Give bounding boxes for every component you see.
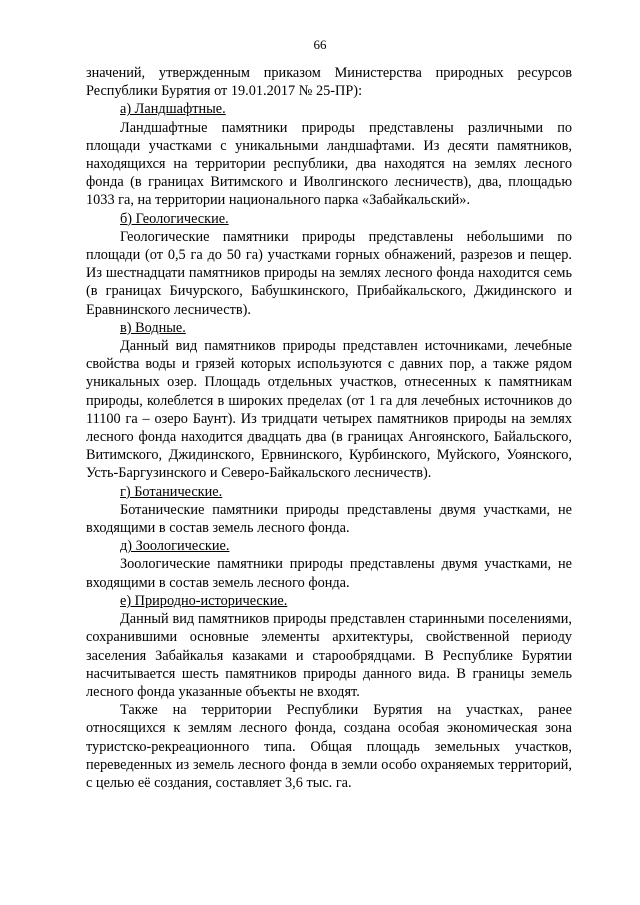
- paragraph-geological: Геологические памятники природы представлены небольшими по площади (от 0,5 га до 50 га) участками горных обнажений, разрезов и пещер. Из шестнадцати памятников природы на землях лесного фонда находится семь (в границах Бичурского, Бабушкинского, Прибайкальского, Джидинского и Еравнинского лесничеств).: [86, 228, 572, 318]
- document-body: [86, 64, 572, 792]
- heading-botanical: г) Ботанические.: [120, 483, 223, 500]
- heading-water: в) Водные.: [120, 319, 186, 336]
- heading-natural-historical: е) Природно-исторические.: [120, 592, 288, 609]
- paragraph-landscape: Ландшафтные памятники природы представлены различными по площади участками с уникальными ландшафтами. Из десяти памятников, находящихся на территории республики, два находятся на землях лесного фонда (в границах Витимского и Иволгинского лесничеств), два, площадью 1033 га, на территории национального парка «Забайкальский».: [86, 119, 572, 209]
- heading-zoological: д) Зоологические.: [120, 538, 230, 555]
- paragraph-zoological: Зоологические памятники природы представлены двумя участками, не входящими в состав земель лесного фонда.: [86, 556, 572, 591]
- paragraph-natural-historical: Данный вид памятников природы представлен старинными поселениями, сохранившими основные элементы архитектуры, свойственной периоду заселения Забайкалья казаками и старообрядцами. В Республике Бурятии насчитывается шесть памятников природы данного вида. В границы земель лесного фонда указанные объекты не входят.: [86, 611, 572, 700]
- paragraph-intro-continuation: значений, утвержденным приказом Министерства природных ресурсов Республики Бурятия от 19.01.2017 № 25-ПР):: [86, 65, 572, 100]
- paragraph-special-economic-zone: Также на территории Республики Бурятия на участках, ранее относящихся к землям лесного фонда, создана особая экономическая зона туристско-рекреационного типа. Общая площадь земельных участков, переведенных из земель лесного фонда в земли особо охраняемых территорий, с целью её создания, составляет 3,6 тыс. га.: [86, 702, 572, 791]
- heading-landscape: а) Ландшафтные.: [120, 101, 226, 118]
- paragraph-botanical: Ботанические памятники природы представлены двумя участками, не входящими в состав земель лесного фонда.: [86, 501, 572, 537]
- page-number: 66: [313, 37, 327, 52]
- heading-geological: б) Геологические.: [120, 210, 229, 227]
- paragraph-water: Данный вид памятников природы представлен источниками, лечебные свойства воды и грязей которых используются с давних пор, а также рядом уникальных озер. Площадь отдельных участков, отнесенных к памятникам природы, колеблется в широких пределах (от 1 га для лечебных источников до 11100 га – озеро Баунт). Из тридцати четырех памятников природы на землях лесного фонда находится двадцать два (в границах Ангоянского, Байальского, Витимского, Джидинского, Ервнинского, Курбинского, Муйского, Уоянского, Усть-Баргузинского и Северо-Байкальского лесничеств).: [86, 338, 572, 482]
